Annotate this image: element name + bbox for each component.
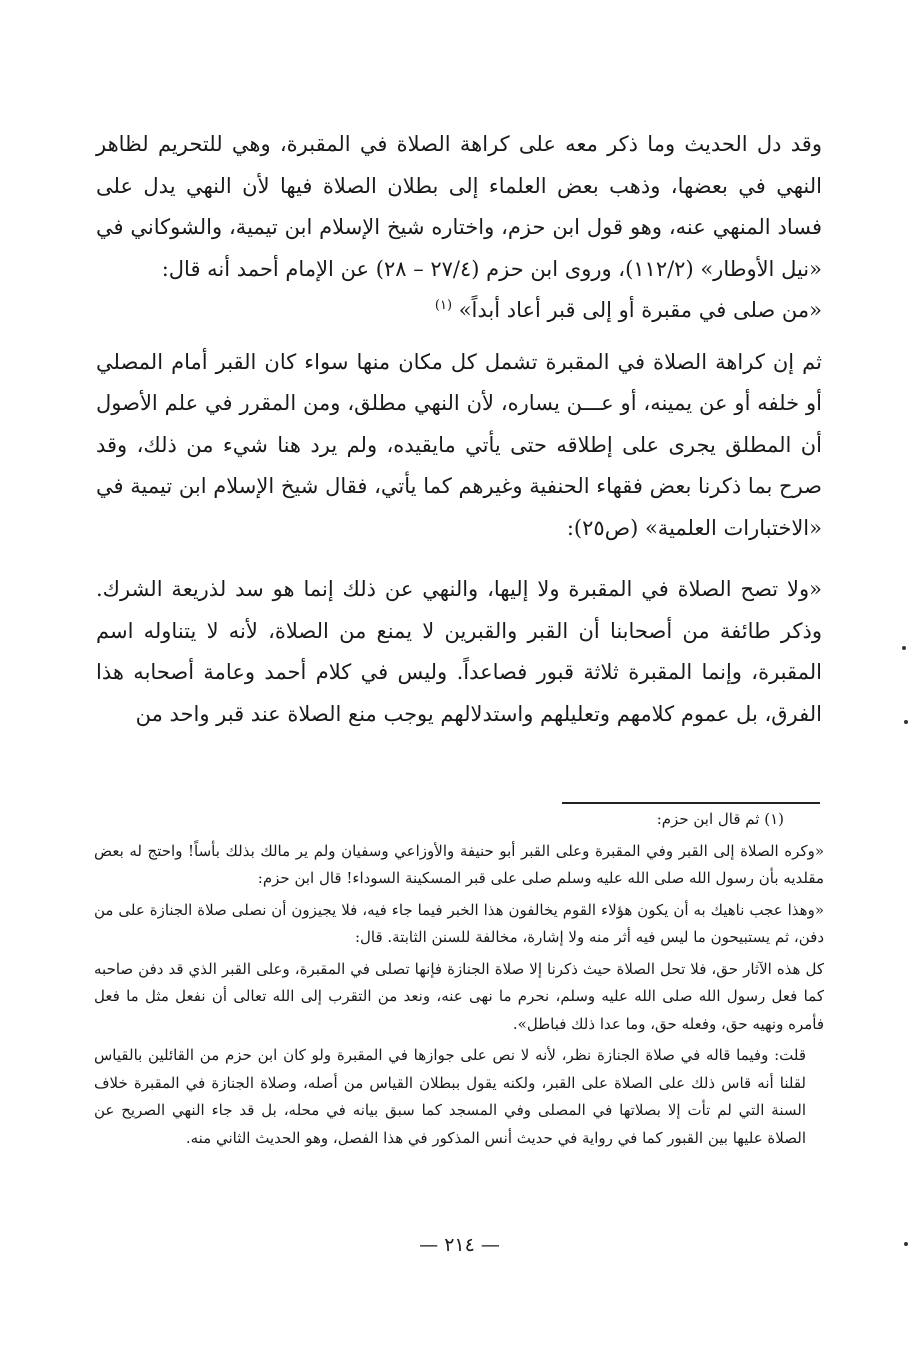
footnote-paragraph: قلت: وفيما قاله في صلاة الجنازة نظر، لأنه لا نص على جوازها في المقبرة ولو كان ابن حزم من القائلين بالقياس لقلنا أنه قاس ذلك على الصلاة على القبر، ولكنه يقول ببطلان القياس من أصله، وصلاة الجنازة في المقبرة خلاف السنة التي لم تأت إلا بصلاتها في المصلى وفي المسجد كما سبق بيانه في محله، بل قد جاء النهي الصريح عن الصلاة عليها بين القبور كما في رواية في حديث أنس المذكور في هذا الفصل، وهو الحديث الثاني منه.: [94, 1046, 806, 1147]
paragraph: «ولا تصح الصلاة في المقبرة ولا إليها، والنهي عن ذلك إنما هو سد لذريعة الشرك. وذكر طائفة من أصحابنا أن القبر والقبرين لا يمنع من الصلاة، لأنه لا يتناوله اسم المقبرة، وإنما المقبرة ثلاثة قبور فصاعداً. وليس في كلام أحمد وعامة أصحابه هذا الفرق، بل عموم كلامهم وتعليلهم واستدلالهم يوجب منع الصلاة عند قبر واحد من: [96, 577, 822, 726]
footnote-reference: (١): [434, 298, 453, 313]
paragraph: ثم إن كراهة الصلاة في المقبرة تشمل كل مكان منها سواء كان القبر أمام المصلي أو خلفه أو عن يمينه، أو عـــن يساره، لأن النهي مطلق، ومن المقرر في علم الأصول أن المطلق يجرى على إطلاقه حتى يأتي مايقيده، ولم يرد هنا شيء من ذلك، وقد صرح بما ذكرنا بعض فقهاء الحنفية وغيرهم كما يأتي، فقال شيخ الإسلام ابن تيمية في «الاختبارات العلمية» (ص٢٥):: [96, 349, 822, 540]
footnotes: [94, 806, 824, 1152]
quote: [96, 290, 822, 332]
paragraph: وقد دل الحديث وما ذكر معه على كراهة الصلاة في المقبرة، وهي للتحريم لظاهر النهي في بعضها، وذهب بعض العلماء إلى بطلان الصلاة فيها لأن النهي يدل على فساد المنهي عنه، وهو قول ابن حزم، واختاره شيخ الإسلام ابن تيمية، والشوكاني في «نيل الأوطار» (١١٢/٢)، وروى ابن حزم (٢٧/٤ – ٢٨) عن الإمام أحمد أنه قال:: [96, 132, 822, 281]
footnote-heading: (١) ثم قال ابن حزم:: [656, 810, 784, 828]
quote-text: «من صلى في مقبرة أو إلى قبر أعاد أبداً»: [458, 298, 822, 322]
page-number: — ٢١٤ —: [419, 1234, 500, 1256]
scan-speck: [904, 720, 908, 724]
scan-speck: [902, 646, 906, 650]
footnote-separator: [562, 802, 820, 804]
footnote-paragraph: كل هذه الآثار حق، فلا تحل الصلاة حيث ذكرنا إلا صلاة الجنازة فإنها تصلى في المقبرة، وعلى القبر الذي قد دفن صاحبه كما فعل رسول الله صلى الله عليه وسلم، نحرم ما نهى عنه، ونعد من التقرب إلى الله تعالى أن نفعل مثل ما فعل فأمره ونهيه حق، وفعله حق، وما عدا ذلك فباطل».: [94, 959, 824, 1033]
main-text: [96, 124, 822, 735]
footnote-paragraph: «وكره الصلاة إلى القبر وفي المقبرة وعلى القبر أبو حنيفة والأوزاعي وسفيان ولم ير مالك بذلك بأساً! واحتج له بعض مقلديه بأن رسول الله صلى الله عليه وسلم صلى على قبر المسكينة السوداء! قال ابن حزم:: [94, 841, 824, 887]
scan-speck: [904, 1242, 908, 1246]
footnote-paragraph: «وهذا عجب ناهيك به أن يكون هؤلاء القوم يخالفون هذا الخبر فيما جاء فيه، فلا يجيزون أن نصلى صلاة الجنازة على من دفن، ثم يستبيحون ما ليس فيه أثر منه ولا إشارة، مخالفة للسنن الثابتة. قال:: [94, 900, 824, 946]
